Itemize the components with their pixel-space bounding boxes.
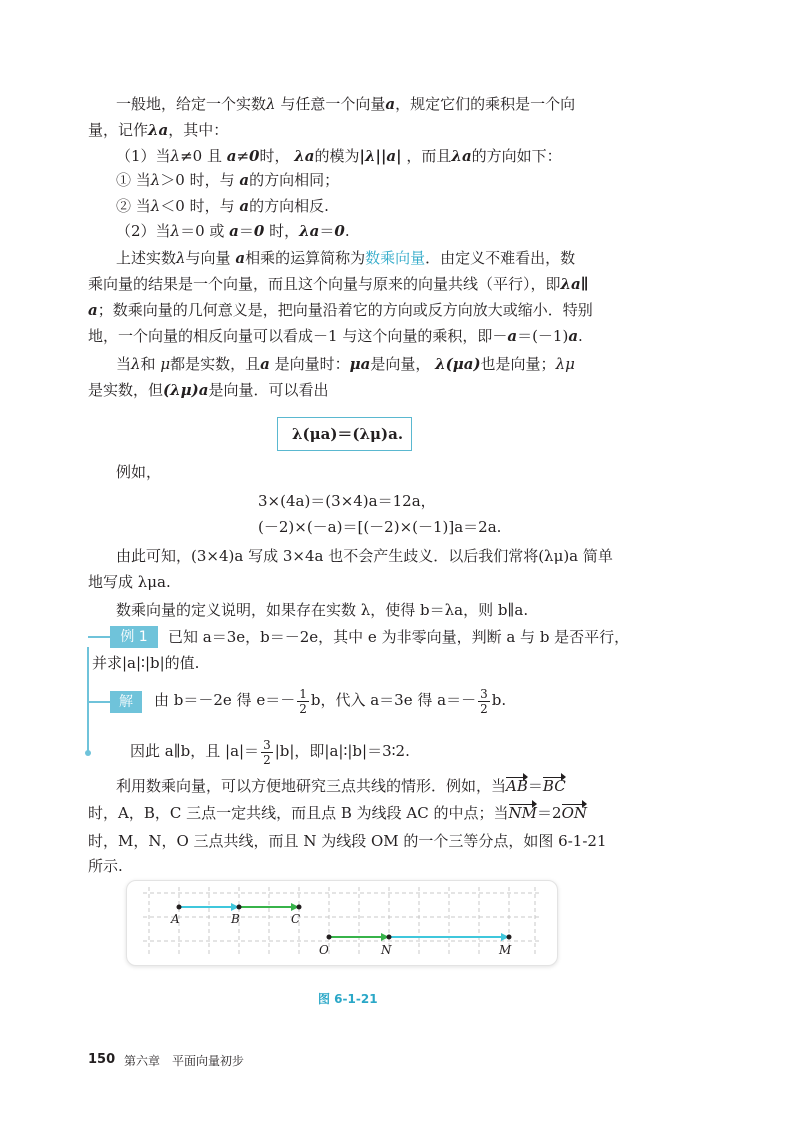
- term-highlight: 数乘向量: [365, 249, 426, 267]
- solution-line: 由 b＝－2e 得 e＝－ $\frac{1}{2}$ b，代入 a＝3e 得 a＝－ $\frac{3}{2}$ b.: [154, 686, 507, 716]
- text-line: ① 当λ＞0 时，与 a的方向相同；: [116, 171, 340, 189]
- text-line: 量，记作λa，其中：: [88, 121, 229, 139]
- label-C: C: [291, 912, 301, 926]
- label-N: N: [381, 943, 392, 957]
- text-line: 数乘向量的定义说明，如果存在实数 λ，使得 b＝λa，则 b∥a.: [116, 601, 529, 619]
- text-line: 利用数乘向量，可以方便地研究三点共线的情形．例如，当AB＝BC: [116, 777, 566, 795]
- example-rail: [87, 647, 89, 752]
- text-line: （1）当λ≠0 且 a≠0时， λa的模为|λ||a| ，而且λa的方向如下：: [116, 147, 562, 165]
- text-line: 上述实数λ与向量 a相乘的运算简称为数乘向量．由定义不难看出，数: [116, 249, 576, 267]
- text-line: 地，一个向量的相反向量可以看成－1 与这个向量的乘积，即－a＝(－1)a.: [88, 327, 583, 345]
- point-B: [237, 905, 242, 910]
- solution-line: 因此 a∥b，且 |a|＝ $\frac{3}{2}$ |b|，即|a|∶|b|＝3∶2.: [130, 737, 410, 767]
- label-M: M: [499, 943, 512, 957]
- grid: [143, 887, 541, 957]
- example-text: 已知 a＝3e，b＝－2e，其中 e 为非零向量，判断 a 与 b 是否平行，: [168, 628, 630, 646]
- point-C: [297, 905, 302, 910]
- figure-panel: [126, 880, 558, 966]
- text-line: ② 当λ＜0 时，与 a的方向相反.: [116, 197, 329, 215]
- rail-end-dot: [85, 750, 91, 756]
- label-B: B: [231, 912, 240, 926]
- point-A: [177, 905, 182, 910]
- fraction: $\frac{3}{2}$: [480, 686, 488, 716]
- text-line: 例如，: [116, 463, 162, 481]
- point-O: [327, 935, 332, 940]
- solution-tag: 解: [110, 691, 142, 713]
- chapter-title: 第六章 平面向量初步: [124, 1054, 245, 1068]
- text-line: 一般地，给定一个实数λ 与任意一个向量a，规定它们的乘积是一个向: [116, 95, 576, 113]
- fraction: $\frac{1}{2}$: [299, 686, 307, 716]
- fraction: $\frac{3}{2}$: [263, 737, 271, 767]
- example-text: 并求|a|∶|b|的值.: [92, 654, 200, 672]
- equation: (－2)×(－a)＝[(－2)×(－1)]a＝2a.: [258, 518, 502, 536]
- text-line: 由此可知，(3×4)a 写成 3×4a 也不会产生歧义．以后我们常将(λμ)a 简单: [116, 547, 613, 565]
- boxed-formula-text: λ(μa)＝(λμ)a.: [292, 425, 404, 443]
- vector-diagram: [127, 881, 557, 965]
- text-line: 时，M，N，O 三点共线，而且 N 为线段 OM 的一个三等分点，如图 6-1-21: [88, 832, 607, 850]
- text-line: 时，A，B，C 三点一定共线，而且点 B 为线段 AC 的中点；当NM＝2ON: [88, 804, 587, 822]
- text-line: 乘向量的结果是一个向量，而且这个向量与原来的向量共线（平行），即λa∥: [88, 275, 589, 293]
- text-line: a；数乘向量的几何意义是，把向量沿着它的方向或反方向放大或缩小．特别: [88, 301, 593, 319]
- label-O: O: [319, 943, 329, 957]
- figure-caption: 图 6-1-21: [318, 992, 378, 1006]
- text-line: 当λ和 μ都是实数，且a 是向量时：μa是向量， λ(μa)也是向量；λμ: [116, 355, 575, 373]
- text-line: （2）当λ＝0 或 a＝0 时，λa＝0.: [116, 222, 350, 240]
- point-M: [507, 935, 512, 940]
- text-line: 所示.: [88, 857, 123, 875]
- example-tag: 例 1: [110, 626, 158, 648]
- equation: 3×(4a)＝(3×4)a＝12a，: [258, 492, 436, 510]
- text-line: 是实数，但(λμ)a是向量．可以看出: [88, 381, 329, 399]
- solution-rail-top: [88, 701, 110, 703]
- point-N: [387, 935, 392, 940]
- text-line: 地写成 λμa.: [88, 573, 171, 591]
- page-number: 150: [88, 1052, 116, 1067]
- example-rail-top: [88, 636, 110, 638]
- label-A: A: [171, 912, 180, 926]
